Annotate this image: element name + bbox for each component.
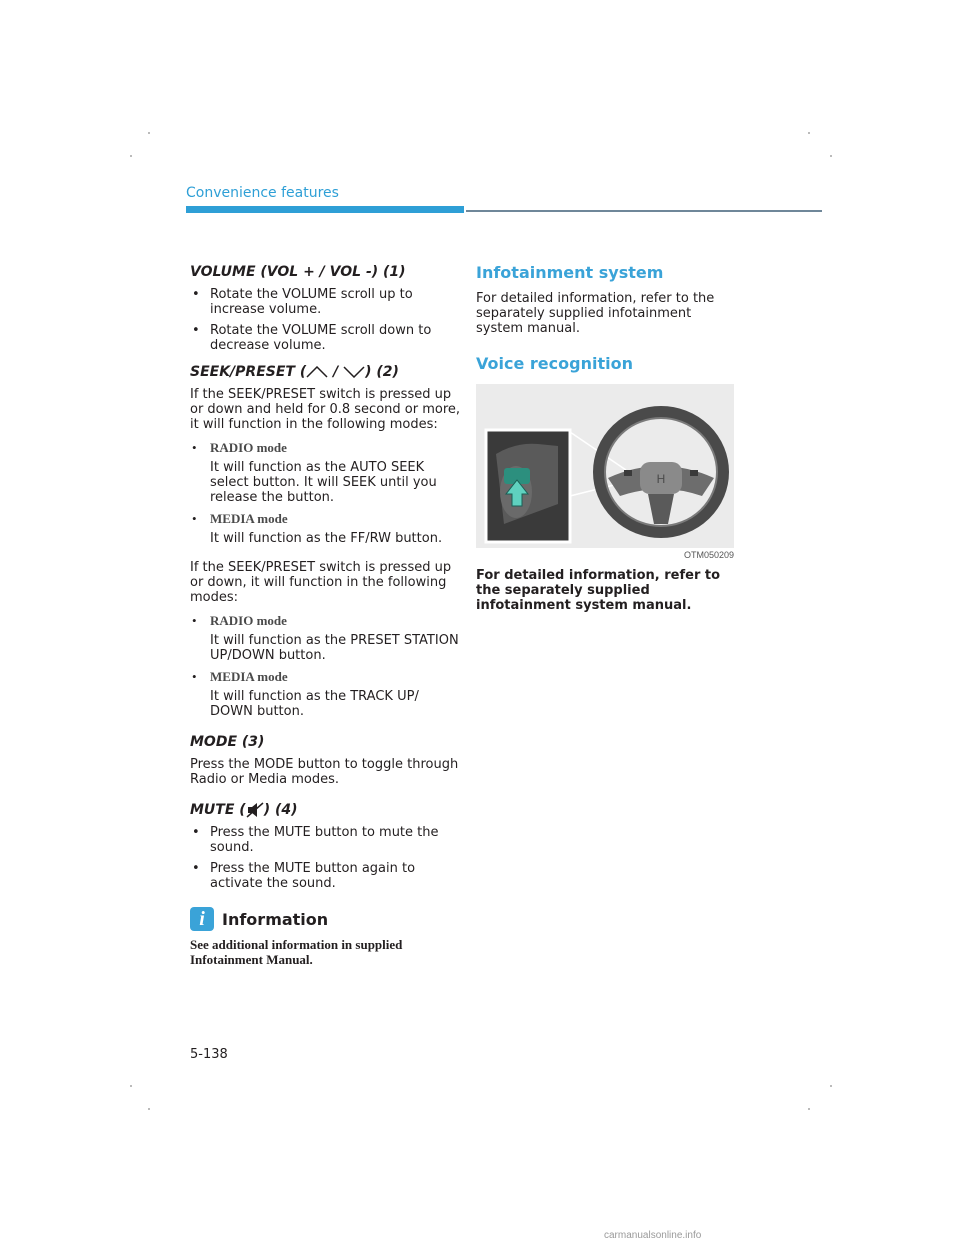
crop-mark (130, 155, 132, 157)
crop-mark (808, 1108, 810, 1110)
list-item (190, 669, 462, 719)
left-column (190, 263, 462, 967)
list-item (190, 613, 462, 663)
crop-mark (808, 132, 810, 134)
mute-heading (190, 801, 462, 819)
crop-mark (130, 1085, 132, 1087)
list-item: • Rotate the VOLUME scroll up to increase volume. (190, 287, 462, 317)
steering-wheel-figure (476, 384, 734, 548)
seek-paragraph-2: If the SEEK/PRESET switch is pressed up or down, it will function in the following modes: (190, 560, 452, 605)
information-icon: i (190, 907, 214, 931)
list-item (190, 511, 462, 546)
voice-recognition-heading: Voice recognition (476, 354, 633, 373)
crop-mark (830, 155, 832, 157)
header-rule-accent (186, 206, 464, 213)
chevron-down-icon (343, 366, 365, 378)
infotainment-text: For detailed information, refer to the separately supplied infotainment system manual. (476, 291, 715, 336)
mute-heading-suffix: ) (4) (263, 802, 298, 818)
list-item: • Press the MUTE button again to activate the sound. (190, 861, 462, 891)
header-rule (466, 210, 822, 212)
seek-heading-prefix: SEEK/PRESET ( (190, 364, 307, 380)
mode-label: MEDIA mode (210, 669, 288, 684)
seek-paragraph-1: If the SEEK/PRESET switch is pressed up or down and held for 0.8 second or more, it will function in the following modes: (190, 387, 461, 432)
svg-text:H: H (656, 472, 666, 486)
seek-heading-sep: / (328, 364, 344, 380)
mode-label: MEDIA mode (210, 511, 288, 526)
seek-heading (190, 363, 462, 381)
mute-icon (246, 802, 264, 818)
seek-heading-suffix: ) (2) (365, 364, 399, 380)
volume-heading: VOLUME (VOL + / VOL -) (1) (190, 264, 406, 280)
infotainment-heading: Infotainment system (476, 263, 664, 282)
mode-label: RADIO mode (210, 440, 287, 455)
steering-wheel-illustration (476, 384, 734, 548)
crop-mark (148, 132, 150, 134)
crop-mark (830, 1085, 832, 1087)
list-item: • Rotate the VOLUME scroll down to decrease volume. (190, 323, 462, 353)
mode-description: It will function as the AUTO SEEK select button. It will SEEK until you release the button. (210, 460, 437, 505)
chevron-up-icon (306, 366, 328, 378)
mute-list (190, 825, 462, 891)
mode-description: It will function as the FF/RW button. (210, 531, 443, 546)
section-title: Convenience features (186, 185, 339, 201)
mute-heading-prefix: MUTE ( (190, 802, 246, 818)
voice-recognition-text: For detailed information, refer to the separately supplied infotainment system manual. (476, 568, 721, 613)
watermark: carmanualsonline.info (604, 1230, 702, 1241)
crop-mark (148, 1108, 150, 1110)
information-title: Information (222, 909, 329, 929)
page-number: 5-138 (190, 1047, 228, 1062)
information-text: See additional information in supplied Infotainment Manual. (190, 937, 403, 967)
mode-description: It will function as the PRESET STATION UP/DOWN button. (210, 633, 459, 663)
seek-modes-1 (190, 440, 462, 546)
mode-heading: MODE (3) (190, 734, 265, 750)
mode-text: Press the MODE button to toggle through Radio or Media modes. (190, 757, 459, 787)
mode-description: It will function as the TRACK UP/ DOWN button. (210, 689, 419, 719)
list-item: • Press the MUTE button to mute the sound. (190, 825, 462, 855)
list-item (190, 440, 462, 505)
right-column (476, 263, 736, 613)
mode-label: RADIO mode (210, 613, 287, 628)
figure-code: OTM050209 (683, 550, 734, 560)
volume-list (190, 287, 462, 353)
seek-modes-2 (190, 613, 462, 719)
information-header (190, 907, 462, 931)
